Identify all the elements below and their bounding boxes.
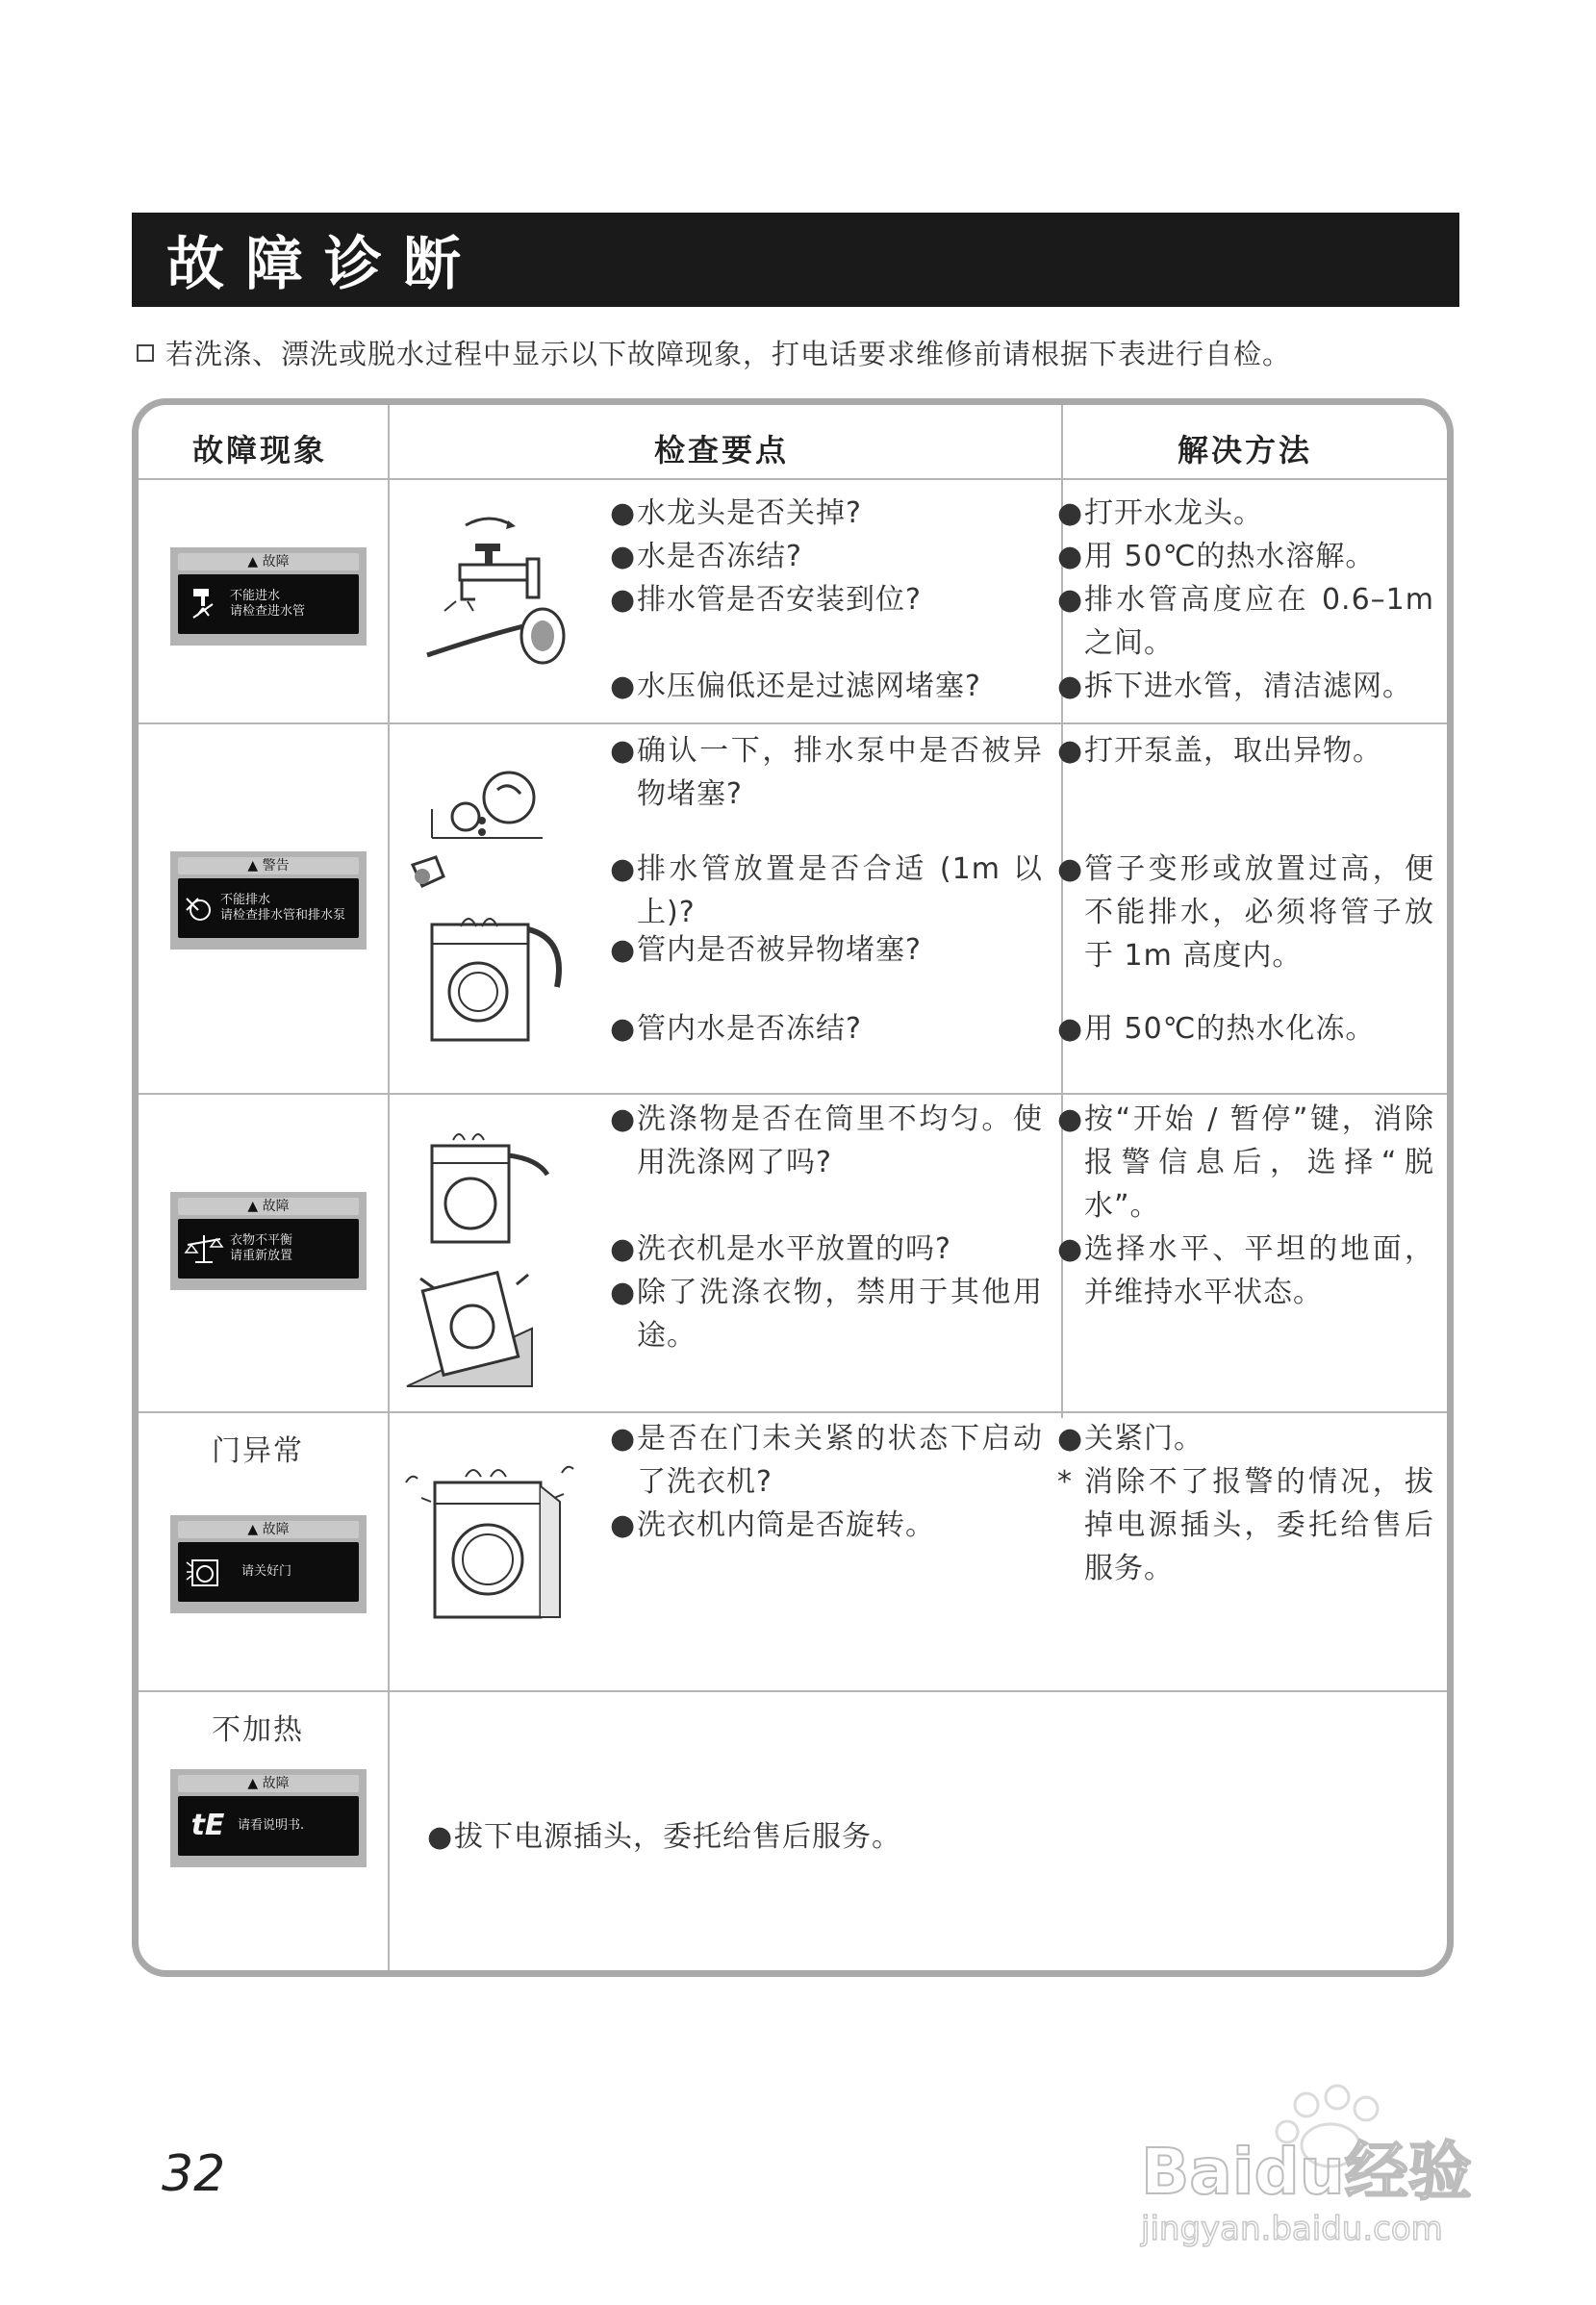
solution-item: ● 排水管高度应在 0.6–1m 之间。 [1057, 583, 1434, 660]
title-bar [132, 213, 1459, 307]
symptom-label-no-heat: 不加热 [212, 1713, 304, 1747]
diagnosis-table [132, 398, 1454, 1977]
solution-item: ● 打开水龙头。 [1057, 496, 1263, 530]
header-check: 检查要点 [654, 432, 790, 469]
watermark-url: jingyan.baidu.com [1141, 2210, 1443, 2248]
display-header: ▲ 故障 [178, 1521, 359, 1538]
header-divider [139, 478, 1447, 480]
error-code: tE [190, 1809, 225, 1842]
drain-pump-illustration [403, 771, 595, 1088]
display-body [178, 1219, 359, 1279]
error-display-no-water [170, 547, 367, 646]
check-item: ● 洗衣机内筒是否旋转。 [610, 1508, 935, 1542]
intro-text: 若洗涤、漂洗或脱水过程中显示以下故障现象，打电话要求维修前请根据下表进行自检。 [165, 338, 1292, 370]
solution-item: ● 用 50℃的热水溶解。 [1057, 540, 1376, 573]
check-item: ● 是否在门未关紧的状态下启动了洗衣机? [610, 1422, 1043, 1499]
display-line: 请关好门 [241, 1564, 292, 1579]
display-body [178, 1796, 359, 1856]
check-item: ● 洗涤物是否在筒里不均匀。使用洗涤网了吗? [610, 1102, 1043, 1179]
header-symptom: 故障现象 [192, 432, 328, 469]
check-item: ● 管内水是否冻结? [610, 1012, 862, 1046]
checkbox-square-icon [137, 344, 154, 362]
baidu-watermark-logo [1133, 2076, 1518, 2249]
door-washer-illustration [396, 1444, 589, 1636]
balance-icon [178, 1231, 230, 1266]
check-item: ● 排水管是否安装到位? [610, 583, 922, 617]
check-item: ● 洗衣机是水平放置的吗? [610, 1232, 951, 1266]
solution-item: ● 按“开始 / 暂停”键，消除报警信息后，选择“脱水”。 [1057, 1102, 1434, 1223]
solution-item: ● 选择水平、平坦的地面，并维持水平状态。 [1057, 1232, 1434, 1309]
check-item: ● 水龙头是否关掉? [610, 496, 862, 530]
faucet-illustration [418, 501, 581, 694]
watermark-brand: Baidu经验 [1141, 2135, 1472, 2209]
error-display-te [170, 1769, 367, 1867]
solution-item: ● 打开泵盖，取出异物。 [1057, 734, 1382, 768]
display-line: 衣物不平衡 [230, 1233, 293, 1248]
solution-item: ● 管子变形或放置过高，便不能排水，必须将管子放于 1m 高度内。 [1057, 852, 1434, 973]
symptom-label-door: 门异常 [212, 1434, 304, 1468]
display-header: ▲ 故障 [178, 553, 359, 570]
row-divider-1 [139, 722, 1447, 724]
display-line: 不能进水 [230, 589, 281, 603]
check-item: ● 拔下电源插头，委托给售后服务。 [427, 1820, 901, 1854]
solution-item: * 消除不了报警的情况，拔掉电源插头，委托给售后服务。 [1057, 1465, 1434, 1585]
page-title: 故障诊断 [166, 231, 482, 298]
page-number: 32 [162, 2145, 226, 2203]
check-item: ● 除了洗涤衣物，禁用于其他用途。 [610, 1276, 1043, 1353]
error-display-unbalanced [170, 1192, 367, 1290]
display-line: 请检查进水管 [230, 604, 306, 619]
display-body [178, 878, 359, 938]
col-divider-1 [388, 405, 390, 1970]
check-item: ● 管内是否被异物堵塞? [610, 933, 922, 967]
check-item: ● 水是否冻结? [610, 540, 802, 573]
check-item: ● 排水管放置是否合适 (1m 以上)? [610, 852, 1043, 929]
row-divider-4 [139, 1690, 1447, 1692]
display-header: ▲ 故障 [178, 1198, 359, 1215]
row-divider-3 [139, 1411, 1447, 1413]
door-icon [178, 1555, 230, 1589]
display-header: ▲ 警告 [178, 857, 359, 874]
display-line: 不能排水 [220, 893, 271, 907]
row-divider-2 [139, 1093, 1447, 1095]
error-display-no-drain [170, 851, 367, 950]
header-solution: 解决方法 [1178, 432, 1313, 469]
display-line: 请看说明书. [238, 1818, 305, 1833]
intro-line [137, 333, 1291, 372]
error-display-door [170, 1515, 367, 1613]
drain-icon [178, 889, 220, 927]
display-line: 请重新放置 [230, 1249, 293, 1263]
display-header: ▲ 故障 [178, 1775, 359, 1792]
check-item: ● 确认一下，排水泵中是否被异物堵塞? [610, 734, 1043, 811]
display-line: 请检查排水管和排水泵 [220, 908, 346, 923]
check-item: ● 水压偏低还是过滤网堵塞? [610, 670, 981, 703]
solution-item: ● 拆下进水管，清洁滤网。 [1057, 670, 1412, 703]
solution-item: ● 用 50℃的热水化冻。 [1057, 1012, 1376, 1046]
display-body [178, 1542, 359, 1602]
solution-item: ● 关紧门。 [1057, 1422, 1203, 1456]
unbalanced-washer-illustration [403, 1117, 595, 1396]
display-body [178, 574, 359, 634]
faucet-icon [178, 585, 230, 623]
